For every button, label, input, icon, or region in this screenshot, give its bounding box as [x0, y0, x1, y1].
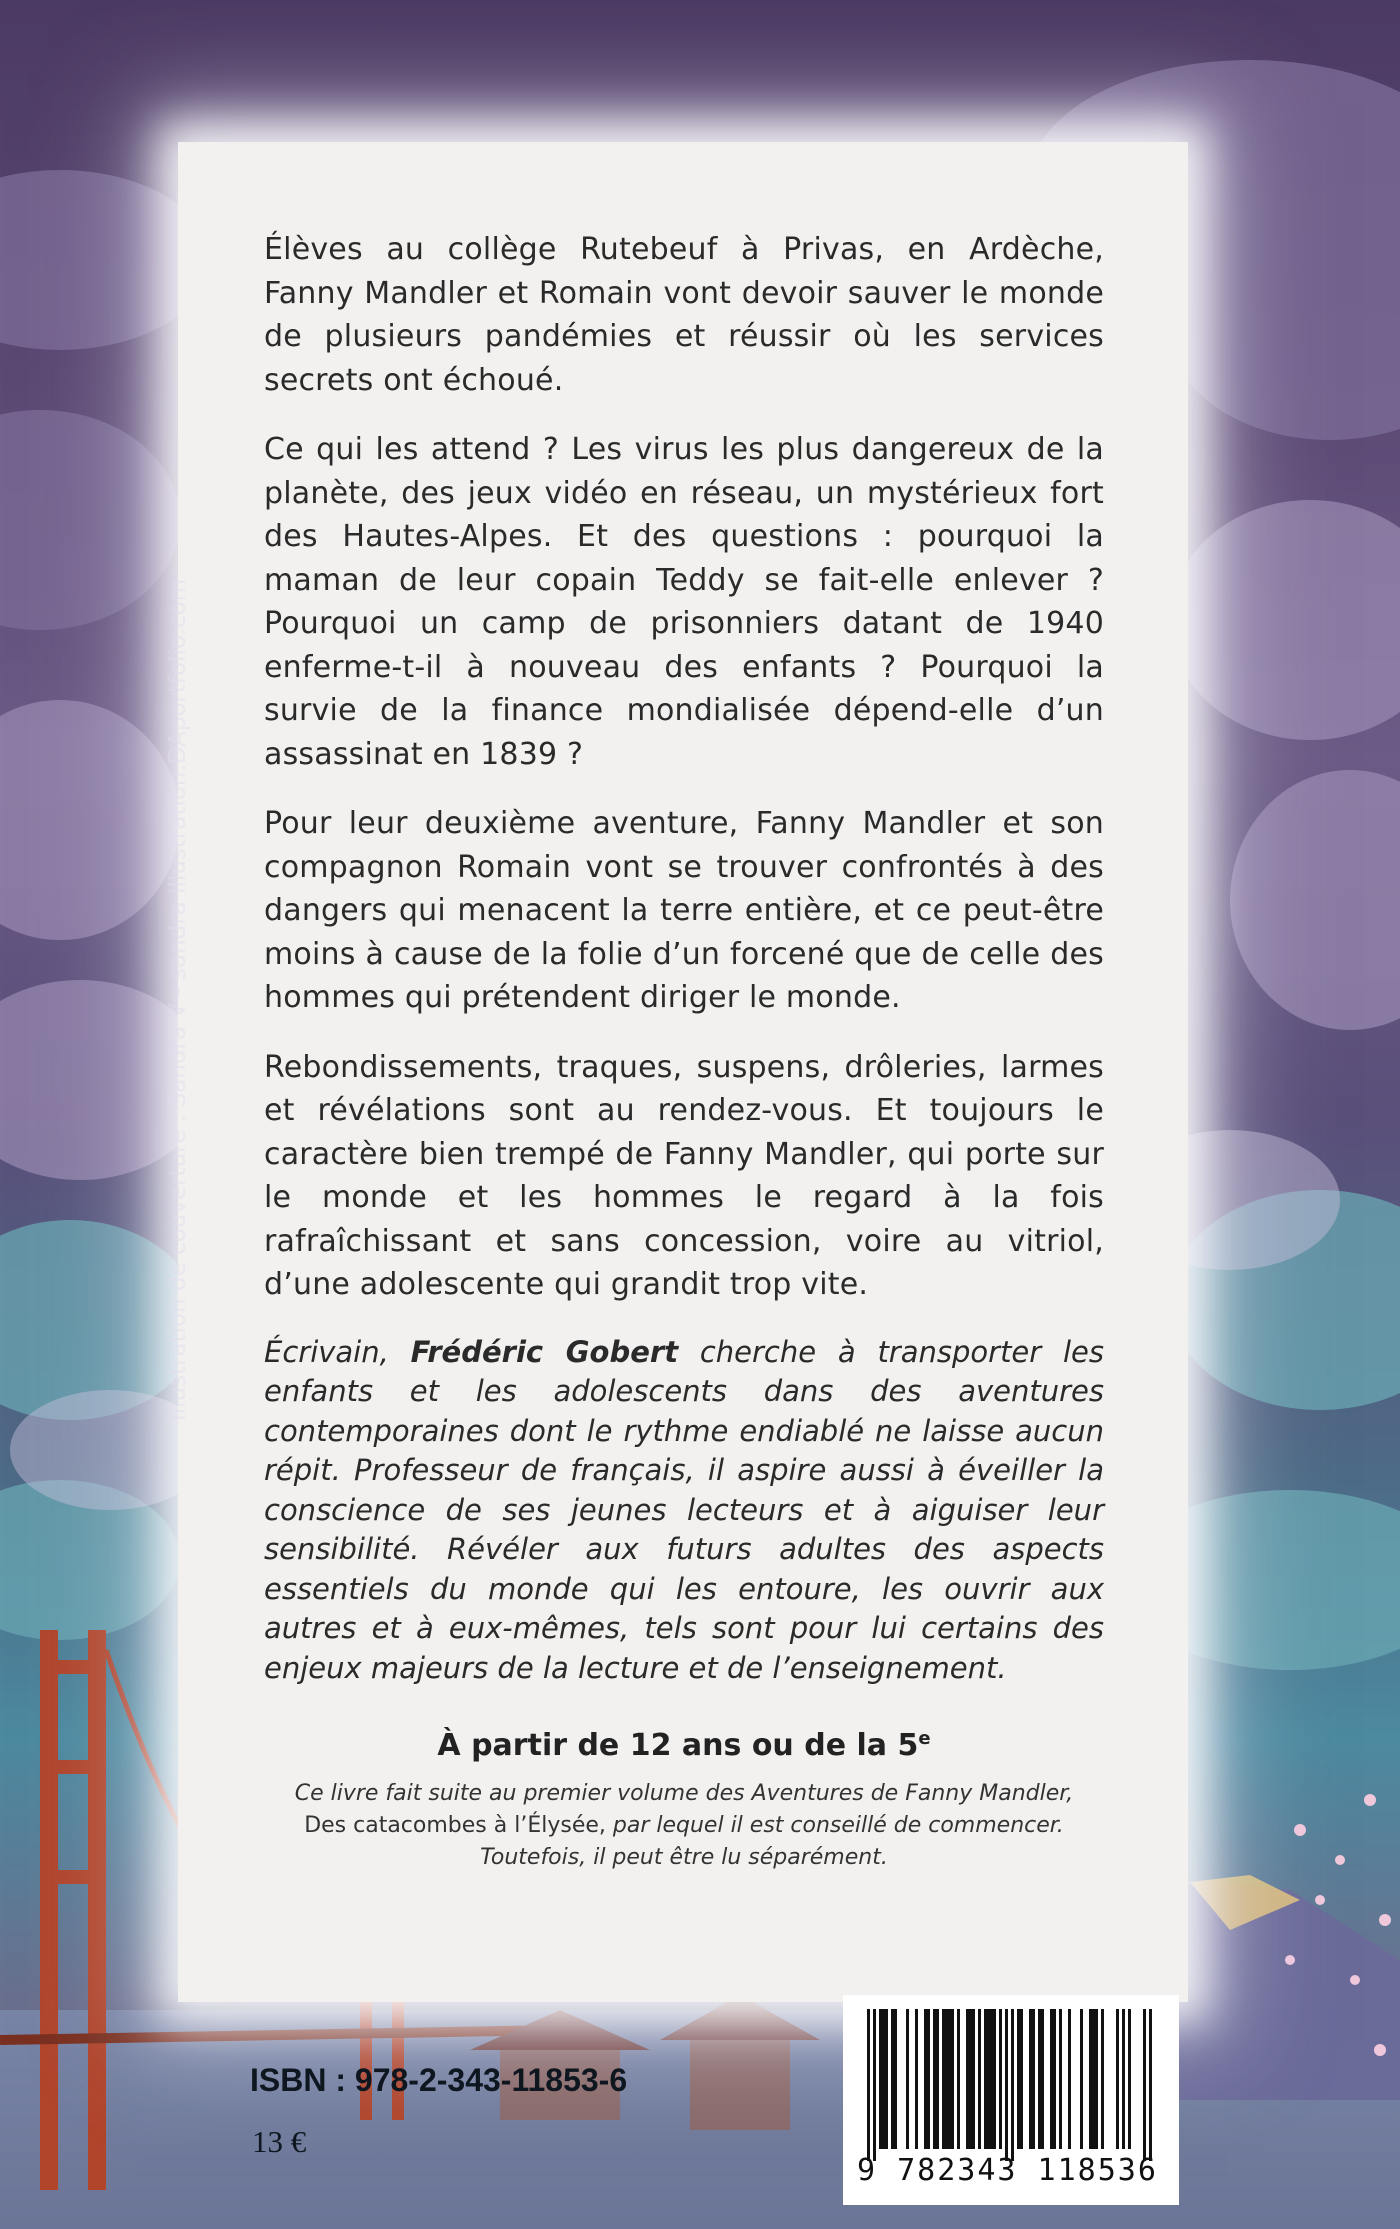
series-note-line-3: Toutefois, il peut être lu séparément.: [480, 1845, 888, 1870]
barcode-bar: [1149, 2009, 1152, 2161]
series-note: [264, 1778, 1104, 1874]
barcode-bar: [885, 2009, 888, 2149]
barcode-bar: [1050, 2009, 1053, 2149]
synopsis-paragraph-4: Rebondissements, traques, suspens, drôleries, larmes et révélations sont au rendez-vous. Et toujours le caractère bien trempé de Fanny Mandler, qui porte sur le monde et les hommes le regard à la fois rafraîchissant et sans concession, voire au vitriol, d’une adolescente qui grandit trop vite.: [264, 1049, 1104, 1302]
barcode-bar: [906, 2009, 909, 2149]
age-text: À partir de 12 ans ou de la 5: [437, 1728, 919, 1763]
barcode-bar: [933, 2009, 936, 2149]
barcode-bar: [891, 2009, 894, 2149]
previous-volume-title: Des catacombes à l’Élysée,: [304, 1813, 606, 1838]
series-note-line-1: Ce livre fait suite au premier volume des Aventures de Fanny Mandler,: [294, 1781, 1074, 1806]
barcode-bar: [936, 2009, 939, 2149]
barcode: [843, 1995, 1179, 2205]
barcode-bar: [1017, 2009, 1020, 2149]
barcode-bar: [984, 2009, 987, 2149]
author-bio-text: cherche à transporter les enfants et les adolescents dans des aventures contemporaines dont le rythme endiablé ne laisse aucun répit. Professeur de français, il aspire aussi à éveiller la conscience de ses jeunes lecteurs et à aiguiser leur sensibilité. Révéler aux futurs adultes des aspects essentiels du monde qui les entoure, les ouvrir aux autres et à eux-mêmes, tels sont pour lui certains des enjeux majeurs de la lecture et de l’enseignement.: [264, 1334, 1104, 1685]
barcode-bar: [1122, 2009, 1125, 2149]
barcode-bar: [879, 2009, 882, 2149]
author-bio-intro: Écrivain,: [264, 1334, 411, 1369]
barcode-bar: [999, 2009, 1002, 2149]
barcode-bar: [894, 2009, 897, 2149]
barcode-bar: [882, 2009, 885, 2149]
synopsis-paragraph-2: Ce qui les attend ? Les virus les plus dangereux de la planète, des jeux vidéo en réseau, un mystérieux fort des Hautes-Alpes. Et des questions : pourquoi la maman de leur copain Teddy se fait-elle enlever ? Pourquoi un camp de prisonniers datant de 1940 enferme-t-il à nouveau des enfants ? Pourquoi la survie de la finance mondialisée dépend-elle d’un assassinat en 1839 ?: [264, 432, 1104, 772]
barcode-bar: [993, 2009, 996, 2149]
barcode-digits: 9 782343 118536: [857, 2153, 1158, 2188]
barcode-bar: [990, 2009, 993, 2149]
illustration-credit: Illustration de couverture : Sandra V - sandra illustration.DAportfolio.com: [165, 578, 191, 1422]
age-recommendation: [264, 1728, 1104, 1763]
barcode-bar: [957, 2009, 960, 2149]
barcode-bar: [942, 2009, 945, 2149]
barcode-bar: [1020, 2009, 1023, 2149]
barcode-bar: [978, 2009, 981, 2149]
barcode-bar: [915, 2009, 918, 2149]
barcode-bar: [924, 2009, 927, 2149]
barcode-bar: [1128, 2009, 1131, 2149]
barcode-bar: [1143, 2009, 1146, 2161]
barcode-bar: [1068, 2009, 1071, 2149]
barcode-bar: [873, 2009, 876, 2161]
barcode-bar: [1038, 2009, 1041, 2149]
barcode-bar: [1053, 2009, 1056, 2149]
barcode-bar: [1032, 2009, 1035, 2149]
barcode-bar: [1041, 2009, 1044, 2149]
barcode-bar: [1089, 2009, 1092, 2149]
price: 13 €: [252, 2124, 307, 2159]
series-note-line-2: par lequel il est conseillé de commencer.: [605, 1813, 1064, 1838]
barcode-bar: [1059, 2009, 1062, 2149]
barcode-bar: [972, 2009, 975, 2149]
synopsis-paragraph-3: Pour leur deuxième aventure, Fanny Mandler et son compagnon Romain vont se trouver confrontés à des dangers qui menacent la terre entière, et ce peut-être moins à cause de la folie d’un forcené que de celle des hommes qui prétendent diriger le monde.: [264, 806, 1104, 1015]
back-cover-text: [264, 228, 1104, 1688]
barcode-bar: [1029, 2009, 1032, 2149]
barcode-bar: [1092, 2009, 1095, 2149]
barcode-bar: [948, 2009, 951, 2149]
barcode-bar: [966, 2009, 969, 2149]
barcode-bar: [951, 2009, 954, 2149]
barcode-bar: [945, 2009, 948, 2149]
author-name: Frédéric Gobert: [410, 1334, 679, 1369]
synopsis-paragraph-1: Élèves au collège Rutebeuf à Privas, en Ardèche, Fanny Mandler et Romain vont devoir sauver le monde de plusieurs pandémies et réussir où les services secrets ont échoué.: [264, 232, 1104, 398]
barcode-bar: [1095, 2009, 1098, 2149]
barcode-bar: [969, 2009, 972, 2149]
isbn: ISBN : 978-2-343-11853-6: [250, 2062, 628, 2098]
barcode-bar: [927, 2009, 930, 2149]
barcode-bar: [1116, 2009, 1119, 2149]
barcode-bar: [1101, 2009, 1104, 2149]
barcode-bar: [1080, 2009, 1083, 2149]
author-bio: [264, 1333, 1104, 1689]
barcode-bar: [987, 2009, 990, 2149]
barcode-bar: [1011, 2009, 1014, 2161]
barcode-bar: [1005, 2009, 1008, 2161]
age-superscript: e: [918, 1728, 931, 1749]
barcode-bar: [867, 2009, 870, 2161]
